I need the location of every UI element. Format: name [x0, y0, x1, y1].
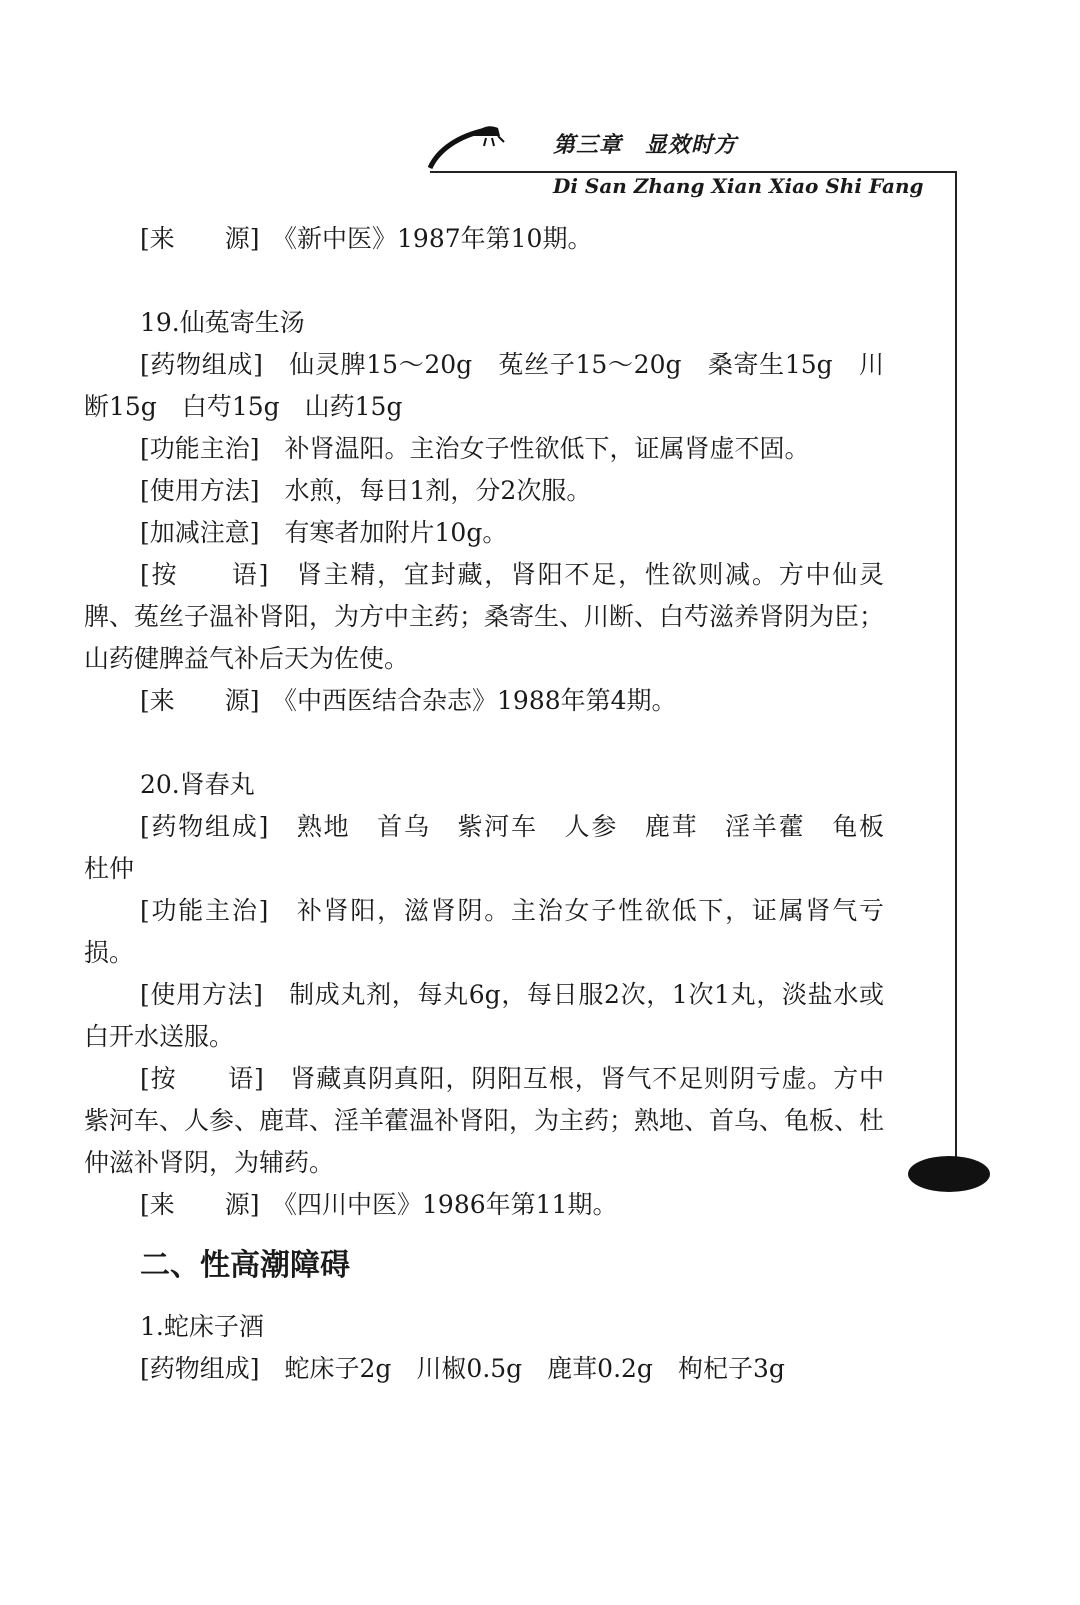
recipe-commentary: [按 语] 肾藏真阴真阳，阴阳互根，肾气不足则阴亏虚。方中紫河车、人参、鹿茸、淫羊藿温补肾阳，为主药；熟地、首乌、龟板、杜仲滋补肾阴，为辅药。 [84, 1064, 885, 1177]
header-rule [430, 171, 957, 173]
recipe-commentary: [按 语] 肾主精，宜封藏，肾阳不足，性欲则减。方中仙灵脾、菟丝子温补肾阳，为方中主药；桑寄生、川断、白芍滋养肾阴为臣；山药健脾益气补后天为佐使。 [84, 560, 885, 673]
recipe-title: 20.肾春丸 [140, 770, 255, 799]
recipe-composition: [药物组成] 熟地 首乌 紫河车 人参 鹿茸 淫羊藿 龟板 杜仲 [84, 812, 910, 883]
recipe-function: [功能主治] 补肾阳，滋肾阴。主治女子性欲低下，证属肾气亏损。 [84, 896, 884, 967]
recipe-usage: [使用方法] 水煎，每日1剂，分2次服。 [140, 476, 592, 505]
recipe-function: [功能主治] 补肾温阳。主治女子性欲低下，证属肾虚不固。 [140, 434, 810, 463]
section-heading: 二、性高潮障碍 [140, 1248, 350, 1283]
desk-lamp-icon [428, 122, 538, 172]
recipe-usage: [使用方法] 制成丸剂，每丸6g，每日服2次，1次1丸，淡盐水或白开水送服。 [84, 980, 884, 1051]
source-line: [来 源] 《新中医》1987年第10期。 [140, 224, 593, 253]
recipe-title: 1.蛇床子酒 [140, 1312, 264, 1341]
margin-rule [955, 171, 957, 1171]
page-header [0, 0, 1080, 200]
chapter-title-en: Di San Zhang Xian Xiao Shi Fang [553, 174, 924, 198]
recipe-modification: [加减注意] 有寒者加附片10g。 [140, 518, 508, 547]
recipe-title: 19.仙菟寄生汤 [140, 308, 305, 337]
chapter-title-cn: 第三章 显效时方 [553, 132, 738, 158]
page-body [84, 218, 910, 1390]
recipe-composition: [药物组成] 蛇床子2g 川椒0.5g 鹿茸0.2g 枸杞子3g [140, 1354, 785, 1383]
recipe-composition: [药物组成] 仙灵脾15～20g 菟丝子15～20g 桑寄生15g 川断15g 白芍15g 山药15g [84, 350, 884, 421]
recipe-source: [来 源] 《四川中医》1986年第11期。 [140, 1190, 618, 1219]
recipe-source: [来 源] 《中西医结合杂志》1988年第4期。 [140, 686, 677, 715]
page-number-tab [908, 1156, 990, 1192]
